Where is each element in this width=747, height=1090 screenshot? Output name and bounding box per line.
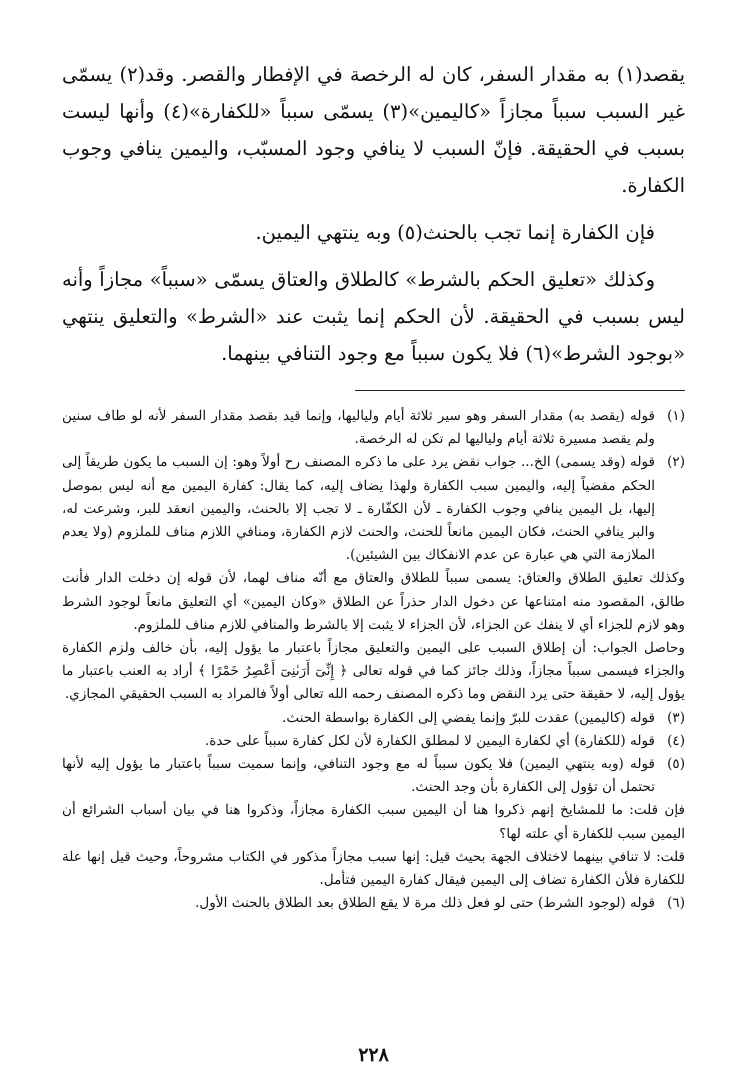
footnote-2-continuation-1: وكذلك تعليق الطلاق والعتاق: يسمى سبباً للطلاق والعتاق مع أنّه مناف لهما، لأن قوله إن دخلت الدار فأنت طالق، المقصود منه امتناعها عن دخول الدار حذراً عن الطلاق «وكان اليمين» أي التعليق مانعاً لوجود الشرط وهو لازم للجزاء أي لا ينفك عن الجزاء، لأن الجزاء لا يثبت إلا بالشرط والمنافي للازم مناف للملزوم. <box>62 570 685 633</box>
footnote-body <box>62 451 655 567</box>
footnote-2 <box>62 451 685 567</box>
footnote-body <box>62 730 655 753</box>
page-number: ٢٢٨ <box>358 1044 389 1066</box>
main-paragraph-3: وكذلك «تعليق الحكم بالشرط» كالطلاق والعتاق يسمّى «سبباً» مجازاً وأنه ليس بسبب في الحقيقة. لأن الحكم إنما يثبت عند «الشرط» والتعليق ينتهي «بوجود الشرط»(٦) فلا يكون سبباً مع وجود التنافي بينهما. <box>62 268 685 365</box>
footnote-body <box>62 707 655 730</box>
footnote-body <box>62 892 655 915</box>
footnote-3 <box>62 707 685 730</box>
footnote-5 <box>62 753 685 799</box>
footnote-text: قوله (للكفارة) أي لكفارة اليمين لا لمطلق الكفارة لأن لكل كفارة سبباً على حدة. <box>204 732 655 749</box>
footnote-text: قوله (وقد يسمى) الخ... جواب نقض يرد على ما ذكره المصنف رح أولاً وهو: إن السبب ما يكون طريقاً إلى الحكم مفضياً إليه، واليمين سبب الكفارة ولهذا يضاف إليه، كما يقال: كفارة اليمين مع أنه ليس بموصل إليها، بل اليمين ينافي وجوب الكفارة ـ لأن الكفّارة ـ لا تجب إلا بالحنث، واليمين انعقد للبر، وشرعت له، والبر ينافي الحنث، فكان اليمين مانعاً للحنث، والحنث لازم الكفارة، ومنافي اللازم مناف للملزوم (ولا يعدم الملازمة التي هي عبارة عن عدم الانفكاك بين الشيئين). <box>62 454 655 564</box>
footnote-number: (٥) <box>667 756 685 773</box>
footnotes <box>62 405 685 915</box>
main-text <box>62 56 685 372</box>
footnote-text: قوله (يقصد به) مقدار السفر وهو سير ثلاثة أيام ولياليها، وإنما قيد بقصد مقدار السفر لأنه لو طاف سنين ولم يقصد مسيرة ثلاثة أيام ولياليها لم تكن له الرخصة. <box>62 408 655 448</box>
footnote-6 <box>62 892 685 915</box>
footnote-separator <box>355 390 685 391</box>
book-page <box>62 56 685 1090</box>
main-paragraph-2: فإن الكفارة إنما تجب بالحنث(٥) وبه ينتهي اليمين. <box>255 221 655 244</box>
footnote-number: (١) <box>667 408 685 424</box>
footnote-number: (٦) <box>667 895 685 912</box>
footnote-4 <box>62 730 685 753</box>
footnote-number: (٣) <box>667 709 685 726</box>
footnote-2-continuation-2: وحاصل الجواب: أن إطلاق السبب على اليمين والتعليق مجازاً باعتبار ما يؤول إليه، بأن خالف ولزم الكفارة والجزاء فيسمى سبباً مجازاً، وذلك جائز كما في قوله تعالى ﴿ إِنِّىٓ أَرَىٰنِىٓ أَعْصِرُ خَمْرًا ﴾ أراد به العنب باعتبار ما يؤول إليه، لا حقيقة حتى يرد النقض وما ذكره المصنف رحمه الله تعالى أولاً فالمراد به السبب الحقيقي المجازي. <box>62 640 685 703</box>
main-paragraph-1: يقصد(١) به مقدار السفر، كان له الرخصة في الإفطار والقصر. وقد(٢) يسمّى غير السبب سبباً مجازاً «كاليمين»(٣) يسمّى سبباً «للكفارة»(٤) وأنها ليست بسبب في الحقيقة. فإنّ السبب لا ينافي وجود المسبّب، واليمين ينافي وجوب الكفارة. <box>62 63 685 197</box>
footnote-1 <box>62 405 685 451</box>
footnote-body <box>62 405 655 451</box>
footnote-body <box>62 753 655 799</box>
footnote-number: (٤) <box>667 732 685 749</box>
footnote-text: قوله (لوجود الشرط) حتى لو فعل ذلك مرة لا يقع الطلاق بعد الطلاق بالحنث الأول. <box>195 895 655 912</box>
footnote-text: قوله (كاليمين) عقدت للبرّ وإنما يفضي إلى الكفارة بواسطة الحنث. <box>282 709 655 726</box>
footnote-5-continuation-1: فإن قلت: ما للمشايخ إنهم ذكروا هنا أن اليمين سبب الكفارة مجازاً، وذكروا هنا في بيان أسباب الشرائع أن اليمين سبب للكفارة أي علته لها؟ <box>62 802 685 842</box>
footnote-number: (٢) <box>667 454 685 471</box>
footnote-5-continuation-2: قلت: لا تنافي بينهما لاختلاف الجهة بحيث قيل: إنها سبب مجازاً مذكور في الكتاب مشروحاً، وحيث قيل إنها علة للكفارة فلأن الكفارة تضاف إلى اليمين فيقال كفارة اليمين فتأمل. <box>62 848 685 889</box>
footnote-text: قوله (وبه ينتهي اليمين) فلا يكون سبباً له مع وجود التنافي، وإنما سميت سبباً باعتبار ما يؤول إليه لأنها تحتمل أن تؤول إلى الكفارة بأن وجد الحنث. <box>62 756 655 796</box>
